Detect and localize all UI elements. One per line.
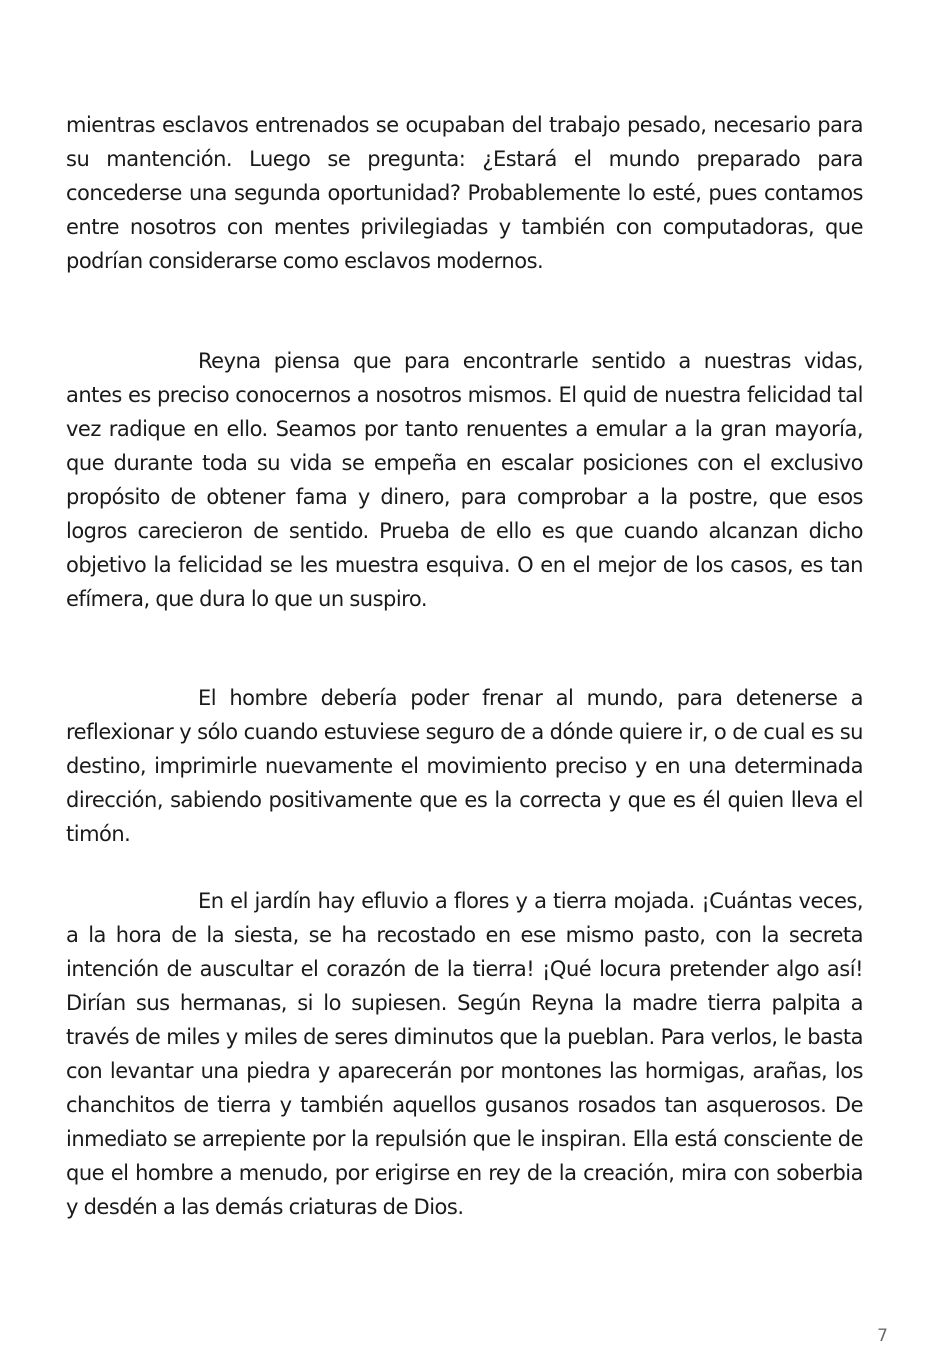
paragraph-reyna-sentido [66, 344, 863, 616]
paragraph-continuation [66, 108, 863, 278]
paragraph-text: El hombre debería poder frenar al mundo, para detenerse a reflexionar y sólo cuando estuviese seguro de a dónde quiere ir, o de cual es su destino, imprimirle nuevamente el movimiento preciso y en una determinada dirección, sabiendo positivamente que es la correcta y que es él quien lleva el timón. [66, 686, 863, 846]
paragraph-text: En el jardín hay efluvio a flores y a tierra mojada. ¡Cuántas veces, a la hora de la siesta, se ha recostado en ese mismo pasto, con la secreta intención de auscultar el corazón de la tierra! ¡Qué locura pretender algo así! Dirían sus hermanas, si lo supiesen. Según Reyna la madre tierra palpita a través de miles y miles de seres diminutos que la pueblan. Para verlos, le basta con levantar una piedra y aparecerán por montones las hormigas, arañas, los chanchitos de tierra y también aquellos gusanos rosados tan asquerosos. De inmediato se arrepiente por la repulsión que le inspiran. Ella está consciente de que el hombre a menudo, por erigirse en rey de la creación, mira con soberbia y desdén a las demás criaturas de Dios. [66, 889, 863, 1219]
page-number: 7 [877, 1326, 888, 1346]
paragraph-jardin [66, 884, 863, 1224]
paragraph-text: mientras esclavos entrenados se ocupaban del trabajo pesado, necesario para su mantención. Luego se pregunta: ¿Estará el mundo preparado para concederse una segunda oportunidad? Probablemente lo esté, pues contamos entre nosotros con mentes privilegiadas y también con computadoras, que podrían considerarse como esclavos modernos. [66, 113, 863, 273]
paragraph-hombre-frenar [66, 681, 863, 851]
paragraph-text: Reyna piensa que para encontrarle sentido a nuestras vidas, antes es preciso conocernos a nosotros mismos. El quid de nuestra felicidad tal vez radique en ello. Seamos por tanto renuentes a emular a la gran mayoría, que durante toda su vida se empeña en escalar posiciones con el exclusivo propósito de obtener fama y dinero, para comprobar a la postre, que esos logros carecieron de sentido. Prueba de ello es que cuando alcanzan dicho objetivo la felicidad se les muestra esquiva. O en el mejor de los casos, es tan efímera, que dura lo que un suspiro. [66, 349, 863, 611]
